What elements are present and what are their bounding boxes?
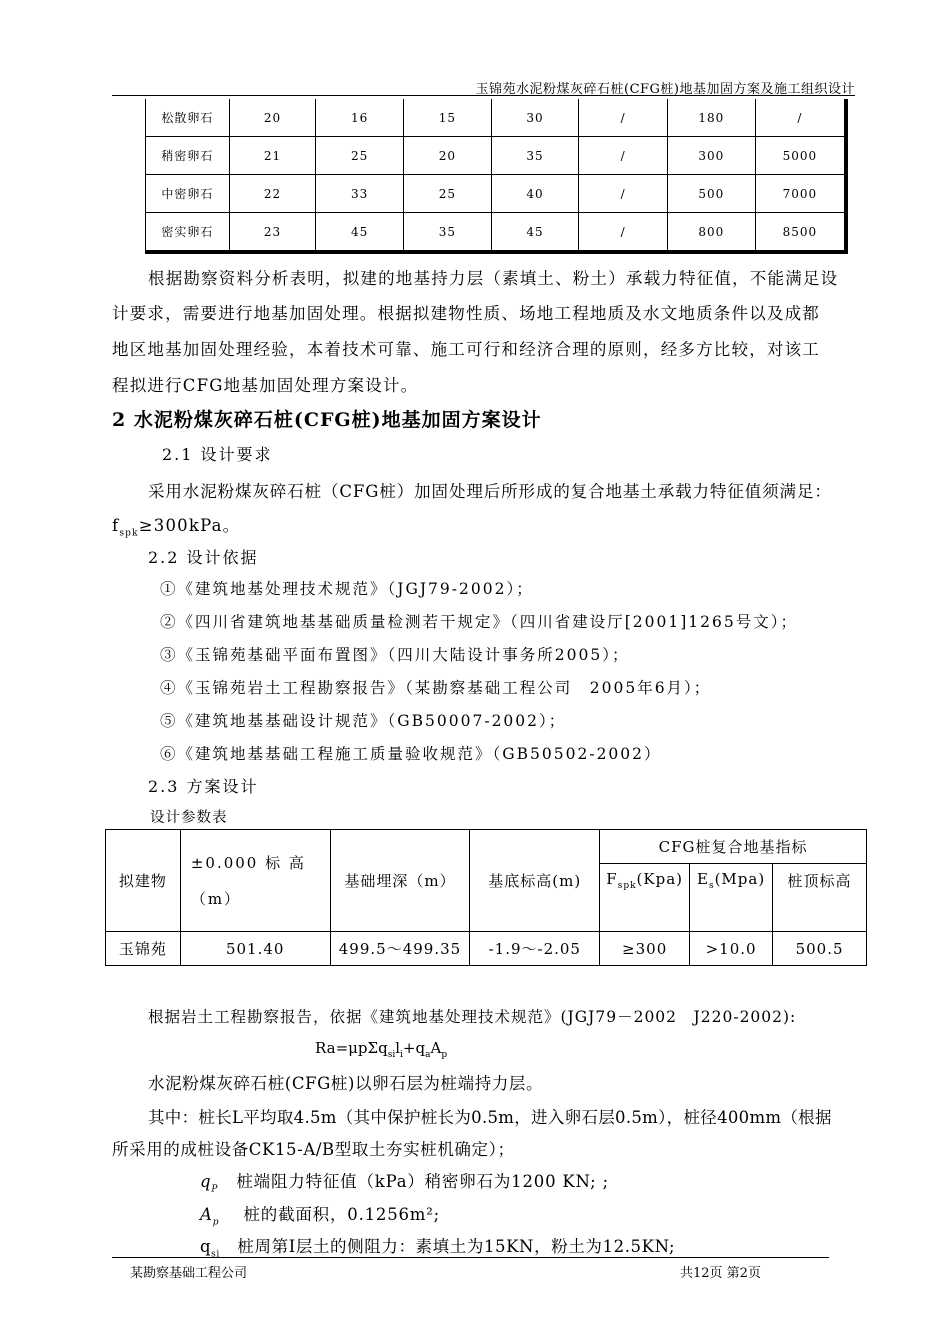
formula-sub-4: p: [441, 1050, 448, 1060]
header-es-symbol: E: [697, 870, 709, 888]
table-cell: /: [579, 175, 668, 213]
table-cell: 45: [491, 213, 579, 253]
reference-item-1: ①《建筑地基处理技术规范》（JGJ79-2002）；: [160, 580, 534, 598]
table-cell: 5000: [755, 137, 846, 175]
header-cfg-group: CFG桩复合地基指标: [600, 830, 867, 864]
footer-company: 某勘察基础工程公司: [130, 1266, 248, 1281]
cell-fspk: ≥300: [600, 932, 690, 966]
intro-line-2: 计要求，需要进行地基加固处理。根据拟建物性质、场地工程地质及水文地质条件以及成都: [112, 304, 820, 323]
param-table-caption: 设计参数表: [150, 810, 228, 826]
formula-part-4: A: [430, 1039, 442, 1057]
header-elevation: ±0.000 标 高（m）: [180, 830, 330, 932]
design-parameter-table: [105, 829, 867, 966]
section-2-1-title: 2.1 设计要求: [162, 445, 273, 464]
table-cell: 21: [229, 137, 316, 175]
section-2-2-title: 2.2 设计依据: [148, 548, 259, 567]
page-header-title: 玉锦苑水泥粉煤灰碎石桩(CFG桩)地基加固方案及施工组织设计: [475, 82, 855, 97]
ap-text: 桩的截面积，0.1256m²;: [243, 1205, 441, 1224]
where-line-2: 所采用的成桩设备CK15-A/B型取土夯实桩机确定）；: [112, 1140, 515, 1159]
header-building: 拟建物: [106, 830, 181, 932]
header-base-elevation: 基底标高(m): [470, 830, 600, 932]
table-row: [146, 175, 847, 213]
formula-sub-3: a: [425, 1050, 431, 1060]
qsi-subscript: si: [211, 1249, 220, 1260]
reference-item-5: ⑤《建筑地基基础设计规范》（GB50007-2002）；: [160, 712, 567, 730]
capacity-formula: [315, 1039, 447, 1060]
formula-sub-1: si: [387, 1050, 396, 1060]
qsi-text: 桩周第I层土的侧阻力：素填土为15KN，粉土为12.5KN;: [237, 1237, 676, 1256]
cell-elevation: 501.40: [180, 932, 330, 966]
formula-sub-2: i: [400, 1050, 403, 1060]
cell-es: >10.0: [690, 932, 773, 966]
ap-definition: [200, 1201, 440, 1227]
reference-item-4: ④《玉锦苑岩土工程勘察报告》（某勘察基础工程公司 2005年6月）；: [160, 679, 712, 697]
table-cell: 180: [667, 99, 755, 137]
footer-page-count: 共12页 第2页: [680, 1266, 761, 1281]
reference-item-2: ②《四川省建筑地基基础质量检测若干规定》（四川省建设厅[2001]1265号文）；: [160, 613, 798, 631]
table-cell: 800: [667, 213, 755, 253]
table-cell: 45: [316, 213, 404, 253]
cell-pile-top: 500.5: [773, 932, 867, 966]
formula-part-1: Ra=μpΣq: [315, 1039, 388, 1057]
cell-building: 玉锦苑: [106, 932, 181, 966]
basis-line: 根据岩土工程勘察报告，依据《建筑地基处理技术规范》(JGJ79－2002 J220-2002):: [148, 1008, 797, 1026]
soil-name-cell: 松散卵石: [146, 99, 230, 137]
table-cell: 500: [667, 175, 755, 213]
table-cell: 15: [404, 99, 492, 137]
soil-parameter-table: [145, 99, 848, 254]
qsi-definition: [200, 1233, 675, 1259]
table-cell: 30: [491, 99, 579, 137]
table-cell: 35: [404, 213, 492, 253]
section-2-3-title: 2.3 方案设计: [148, 777, 259, 796]
header-pile-top: 桩顶标高: [773, 864, 867, 932]
reference-item-3: ③《玉锦苑基础平面布置图》（四川大陆设计事务所2005）；: [160, 646, 630, 664]
formula-part-2: l: [395, 1039, 401, 1057]
table-cell: 8500: [755, 213, 846, 253]
table-cell: 23: [229, 213, 316, 253]
table-cell: 300: [667, 137, 755, 175]
table-cell: /: [579, 213, 668, 253]
table-cell: 33: [316, 175, 404, 213]
soil-name-cell: 稍密卵石: [146, 137, 230, 175]
table-row: [146, 137, 847, 175]
table-row: [146, 213, 847, 253]
table-cell: 22: [229, 175, 316, 213]
qp-symbol: q: [200, 1172, 212, 1191]
soil-name-cell: 中密卵石: [146, 175, 230, 213]
table-cell: /: [755, 99, 846, 137]
design-requirement-line: 采用水泥粉煤灰碎石桩（CFG桩）加固处理后所形成的复合地基土承载力特征值须满足：: [148, 482, 832, 501]
intro-line-3: 地区地基加固处理经验，本着技术可靠、施工可行和经济合理的原则，经多方比较，对该工: [112, 340, 820, 359]
intro-line-1: 根据勘察资料分析表明，拟建的地基持力层（素填土、粉土）承载力特征值，不能满足设: [148, 269, 839, 288]
qp-definition: [200, 1168, 609, 1194]
table-cell: 25: [404, 175, 492, 213]
formula-part-3: +q: [402, 1039, 426, 1057]
pile-bearing-line: 水泥粉煤灰碎石桩(CFG桩)以卵石层为桩端持力层。: [148, 1074, 544, 1093]
table-cell: 7000: [755, 175, 846, 213]
header-fspk-symbol: F: [606, 870, 618, 888]
footer-rule: [112, 1257, 829, 1258]
soil-name-cell: 密实卵石: [146, 213, 230, 253]
table-cell: 25: [316, 137, 404, 175]
table-cell: 16: [316, 99, 404, 137]
header-rule: [112, 95, 855, 96]
cell-base-elevation: -1.9～-2.05: [470, 932, 600, 966]
fspk-subscript: spk: [119, 528, 139, 539]
table-cell: 20: [404, 137, 492, 175]
table-cell: 40: [491, 175, 579, 213]
cell-foundation-depth: 499.5～499.35: [330, 932, 470, 966]
section-2-title: 2 水泥粉煤灰碎石桩(CFG桩)地基加固方案设计: [112, 409, 542, 431]
qp-subscript: P: [211, 1184, 219, 1195]
table-row: [106, 932, 867, 966]
table-cell: /: [579, 137, 668, 175]
ap-symbol: A: [200, 1205, 213, 1224]
header-fspk-subscript: spk: [617, 881, 637, 891]
table-cell: /: [579, 99, 668, 137]
table-cell: 35: [491, 137, 579, 175]
header-es-subscript: s: [708, 881, 715, 891]
header-es-unit: (Mpa): [714, 870, 766, 888]
ap-subscript: p: [212, 1217, 220, 1228]
fspk-value: ≥300kPa。: [138, 516, 241, 535]
qsi-symbol: q: [200, 1237, 212, 1256]
header-foundation-depth: 基础埋深（m）: [330, 830, 470, 932]
qp-text: 桩端阻力特征值（kPa）稍密卵石为1200 KN; ;: [236, 1172, 609, 1191]
reference-item-6: ⑥《建筑地基基础工程施工质量验收规范》（GB50502-2002）: [160, 745, 662, 763]
fspk-requirement: [112, 512, 240, 538]
header-fspk-unit: (Kpa): [636, 870, 684, 888]
fspk-symbol: f: [112, 516, 120, 535]
where-line-1: 其中：桩长L平均取4.5m（其中保护桩长为0.5m，进入卵石层0.5m），桩径400mm（根据: [148, 1108, 832, 1127]
header-fspk: [600, 864, 690, 932]
table-cell: 20: [229, 99, 316, 137]
table-row: [146, 99, 847, 137]
intro-line-4: 程拟进行CFG地基加固处理方案设计。: [112, 376, 419, 395]
header-es: [690, 864, 773, 932]
